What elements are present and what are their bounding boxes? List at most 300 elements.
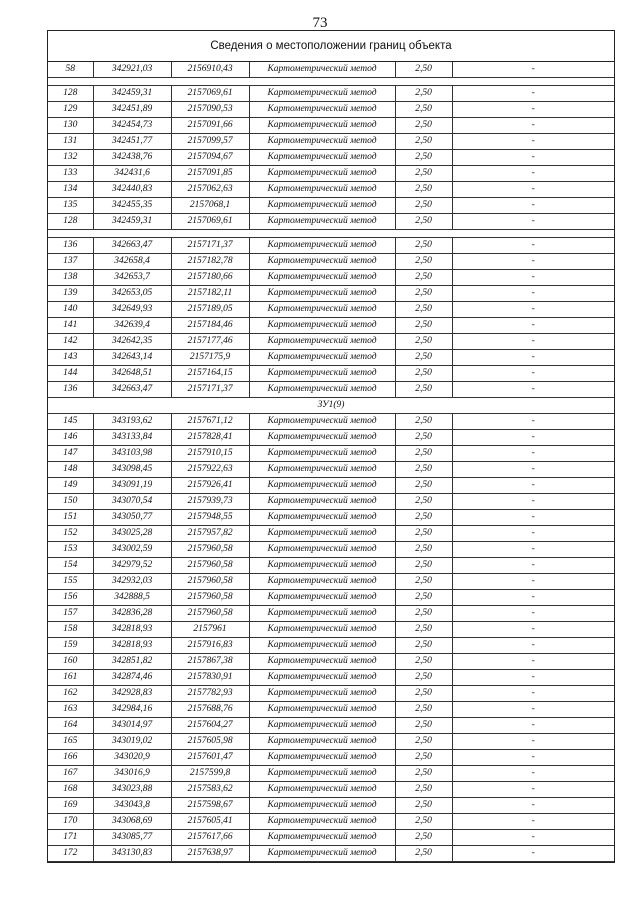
description-cell: - (452, 182, 614, 198)
y-coordinate: 2157961 (171, 622, 249, 638)
method-cell: Картометрический метод (249, 446, 395, 462)
accuracy-cell: 2,50 (395, 494, 452, 510)
point-number: 148 (48, 462, 93, 478)
description-cell: - (452, 734, 614, 750)
point-number: 161 (48, 670, 93, 686)
coordinates-table (48, 62, 614, 862)
description-cell: - (452, 430, 614, 446)
x-coordinate: 343103,98 (93, 446, 171, 462)
accuracy-cell: 2,50 (395, 382, 452, 398)
accuracy-cell: 2,50 (395, 182, 452, 198)
section-header-row (48, 398, 614, 414)
x-coordinate: 342932,03 (93, 574, 171, 590)
table-row (48, 62, 614, 78)
method-cell: Картометрический метод (249, 118, 395, 134)
table-row (48, 198, 614, 214)
accuracy-cell: 2,50 (395, 150, 452, 166)
description-cell: - (452, 286, 614, 302)
accuracy-cell: 2,50 (395, 574, 452, 590)
point-number: 136 (48, 382, 93, 398)
y-coordinate: 2157182,11 (171, 286, 249, 302)
table-row (48, 718, 614, 734)
table-row (48, 270, 614, 286)
table-row (48, 350, 614, 366)
method-cell: Картометрический метод (249, 254, 395, 270)
point-number: 128 (48, 214, 93, 230)
description-cell: - (452, 574, 614, 590)
description-cell: - (452, 686, 614, 702)
x-coordinate: 343068,69 (93, 814, 171, 830)
table-row (48, 606, 614, 622)
point-number: 149 (48, 478, 93, 494)
x-coordinate: 343193,62 (93, 414, 171, 430)
y-coordinate: 2157960,58 (171, 542, 249, 558)
y-coordinate: 2157617,66 (171, 830, 249, 846)
page-number: 73 (312, 15, 328, 31)
method-cell: Картометрический метод (249, 766, 395, 782)
method-cell: Картометрический метод (249, 286, 395, 302)
x-coordinate: 342653,7 (93, 270, 171, 286)
method-cell: Картометрический метод (249, 182, 395, 198)
description-cell: - (452, 798, 614, 814)
method-cell: Картометрический метод (249, 478, 395, 494)
table-row (48, 750, 614, 766)
description-cell: - (452, 150, 614, 166)
method-cell: Картометрический метод (249, 558, 395, 574)
accuracy-cell: 2,50 (395, 134, 452, 150)
accuracy-cell: 2,50 (395, 478, 452, 494)
description-cell: - (452, 254, 614, 270)
point-number: 138 (48, 270, 93, 286)
y-coordinate: 2157175,9 (171, 350, 249, 366)
y-coordinate: 2157828,41 (171, 430, 249, 446)
x-coordinate: 343070,54 (93, 494, 171, 510)
y-coordinate: 2157099,57 (171, 134, 249, 150)
table-row (48, 238, 614, 254)
accuracy-cell: 2,50 (395, 302, 452, 318)
point-number: 144 (48, 366, 93, 382)
table-row (48, 254, 614, 270)
x-coordinate: 342649,93 (93, 302, 171, 318)
point-number: 165 (48, 734, 93, 750)
x-coordinate: 342438,76 (93, 150, 171, 166)
accuracy-cell: 2,50 (395, 86, 452, 102)
y-coordinate: 2157948,55 (171, 510, 249, 526)
x-coordinate: 342440,83 (93, 182, 171, 198)
table-row (48, 494, 614, 510)
description-cell: - (452, 350, 614, 366)
x-coordinate: 343019,02 (93, 734, 171, 750)
description-cell: - (452, 382, 614, 398)
point-number: 140 (48, 302, 93, 318)
table-row (48, 574, 614, 590)
x-coordinate: 342921,03 (93, 62, 171, 78)
description-cell: - (452, 214, 614, 230)
accuracy-cell: 2,50 (395, 430, 452, 446)
table-row (48, 150, 614, 166)
point-number: 171 (48, 830, 93, 846)
x-coordinate: 343050,77 (93, 510, 171, 526)
point-number: 153 (48, 542, 93, 558)
point-number: 128 (48, 86, 93, 102)
x-coordinate: 342459,31 (93, 86, 171, 102)
method-cell: Картометрический метод (249, 670, 395, 686)
method-cell: Картометрический метод (249, 574, 395, 590)
point-number: 156 (48, 590, 93, 606)
method-cell: Картометрический метод (249, 350, 395, 366)
accuracy-cell: 2,50 (395, 654, 452, 670)
accuracy-cell: 2,50 (395, 798, 452, 814)
point-number: 172 (48, 846, 93, 862)
point-number: 167 (48, 766, 93, 782)
y-coordinate: 2157091,66 (171, 118, 249, 134)
table-row (48, 462, 614, 478)
x-coordinate: 342454,73 (93, 118, 171, 134)
table-row (48, 542, 614, 558)
y-coordinate: 2157605,98 (171, 734, 249, 750)
table-row (48, 334, 614, 350)
description-cell: - (452, 302, 614, 318)
point-number: 160 (48, 654, 93, 670)
method-cell: Картометрический метод (249, 150, 395, 166)
y-coordinate: 2157960,58 (171, 558, 249, 574)
method-cell: Картометрический метод (249, 494, 395, 510)
y-coordinate: 2157671,12 (171, 414, 249, 430)
table-row (48, 118, 614, 134)
x-coordinate: 342653,05 (93, 286, 171, 302)
y-coordinate: 2157830,91 (171, 670, 249, 686)
description-cell: - (452, 606, 614, 622)
table-row (48, 670, 614, 686)
accuracy-cell: 2,50 (395, 270, 452, 286)
table-row (48, 286, 614, 302)
method-cell: Картометрический метод (249, 606, 395, 622)
point-number: 154 (48, 558, 93, 574)
table-row (48, 782, 614, 798)
x-coordinate: 343098,45 (93, 462, 171, 478)
x-coordinate: 342928,83 (93, 686, 171, 702)
description-cell: - (452, 526, 614, 542)
table-row (48, 798, 614, 814)
description-cell: - (452, 558, 614, 574)
y-coordinate: 2157184,46 (171, 318, 249, 334)
x-coordinate: 343002,59 (93, 542, 171, 558)
point-number: 58 (48, 62, 93, 78)
y-coordinate: 2157094,67 (171, 150, 249, 166)
point-number: 155 (48, 574, 93, 590)
y-coordinate: 2157171,37 (171, 382, 249, 398)
x-coordinate: 342888,5 (93, 590, 171, 606)
group-separator (48, 230, 614, 238)
accuracy-cell: 2,50 (395, 702, 452, 718)
point-number: 159 (48, 638, 93, 654)
table-row (48, 654, 614, 670)
point-number: 132 (48, 150, 93, 166)
description-cell: - (452, 62, 614, 78)
x-coordinate: 343130,83 (93, 846, 171, 862)
description-cell: - (452, 542, 614, 558)
table-row (48, 590, 614, 606)
x-coordinate: 343014,97 (93, 718, 171, 734)
x-coordinate: 342639,4 (93, 318, 171, 334)
method-cell: Картометрический метод (249, 750, 395, 766)
accuracy-cell: 2,50 (395, 782, 452, 798)
description-cell: - (452, 750, 614, 766)
method-cell: Картометрический метод (249, 214, 395, 230)
point-number: 137 (48, 254, 93, 270)
y-coordinate: 2156910,43 (171, 62, 249, 78)
x-coordinate: 342663,47 (93, 238, 171, 254)
y-coordinate: 2157688,76 (171, 702, 249, 718)
accuracy-cell: 2,50 (395, 118, 452, 134)
method-cell: Картометрический метод (249, 622, 395, 638)
method-cell: Картометрический метод (249, 638, 395, 654)
accuracy-cell: 2,50 (395, 558, 452, 574)
y-coordinate: 2157916,83 (171, 638, 249, 654)
accuracy-cell: 2,50 (395, 846, 452, 862)
description-cell: - (452, 446, 614, 462)
description-cell: - (452, 782, 614, 798)
x-coordinate: 342663,47 (93, 382, 171, 398)
x-coordinate: 342658,4 (93, 254, 171, 270)
method-cell: Картометрический метод (249, 62, 395, 78)
x-coordinate: 343133,84 (93, 430, 171, 446)
accuracy-cell: 2,50 (395, 830, 452, 846)
method-cell: Картометрический метод (249, 102, 395, 118)
accuracy-cell: 2,50 (395, 286, 452, 302)
accuracy-cell: 2,50 (395, 254, 452, 270)
table-row (48, 214, 614, 230)
y-coordinate: 2157090,53 (171, 102, 249, 118)
coordinates-sheet (47, 30, 615, 863)
accuracy-cell: 2,50 (395, 766, 452, 782)
method-cell: Картометрический метод (249, 134, 395, 150)
accuracy-cell: 2,50 (395, 62, 452, 78)
table-row (48, 702, 614, 718)
point-number: 130 (48, 118, 93, 134)
section-label: ЗУ1(9) (48, 398, 614, 414)
x-coordinate: 342455,35 (93, 198, 171, 214)
method-cell: Картометрический метод (249, 366, 395, 382)
x-coordinate: 342451,77 (93, 134, 171, 150)
y-coordinate: 2157960,58 (171, 606, 249, 622)
x-coordinate: 342874,46 (93, 670, 171, 686)
point-number: 135 (48, 198, 93, 214)
y-coordinate: 2157182,78 (171, 254, 249, 270)
x-coordinate: 343085,77 (93, 830, 171, 846)
method-cell: Картометрический метод (249, 430, 395, 446)
y-coordinate: 2157583,62 (171, 782, 249, 798)
accuracy-cell: 2,50 (395, 198, 452, 214)
method-cell: Картометрический метод (249, 414, 395, 430)
y-coordinate: 2157069,61 (171, 86, 249, 102)
description-cell: - (452, 414, 614, 430)
y-coordinate: 2157091,85 (171, 166, 249, 182)
y-coordinate: 2157171,37 (171, 238, 249, 254)
accuracy-cell: 2,50 (395, 462, 452, 478)
accuracy-cell: 2,50 (395, 718, 452, 734)
y-coordinate: 2157605,41 (171, 814, 249, 830)
description-cell: - (452, 830, 614, 846)
table-row (48, 366, 614, 382)
table-row (48, 734, 614, 750)
y-coordinate: 2157069,61 (171, 214, 249, 230)
table-title: Сведения о местоположении границ объекта (48, 31, 614, 62)
accuracy-cell: 2,50 (395, 590, 452, 606)
point-number: 164 (48, 718, 93, 734)
accuracy-cell: 2,50 (395, 622, 452, 638)
table-row (48, 302, 614, 318)
method-cell: Картометрический метод (249, 798, 395, 814)
method-cell: Картометрический метод (249, 590, 395, 606)
method-cell: Картометрический метод (249, 238, 395, 254)
point-number: 168 (48, 782, 93, 798)
table-row (48, 318, 614, 334)
method-cell: Картометрический метод (249, 718, 395, 734)
accuracy-cell: 2,50 (395, 686, 452, 702)
description-cell: - (452, 622, 614, 638)
x-coordinate: 342459,31 (93, 214, 171, 230)
x-coordinate: 342836,28 (93, 606, 171, 622)
method-cell: Картометрический метод (249, 86, 395, 102)
point-number: 136 (48, 238, 93, 254)
method-cell: Картометрический метод (249, 318, 395, 334)
accuracy-cell: 2,50 (395, 214, 452, 230)
description-cell: - (452, 654, 614, 670)
y-coordinate: 2157068,1 (171, 198, 249, 214)
accuracy-cell: 2,50 (395, 510, 452, 526)
description-cell: - (452, 462, 614, 478)
method-cell: Картометрический метод (249, 166, 395, 182)
table-row (48, 830, 614, 846)
y-coordinate: 2157939,73 (171, 494, 249, 510)
y-coordinate: 2157189,05 (171, 302, 249, 318)
table-row (48, 86, 614, 102)
point-number: 131 (48, 134, 93, 150)
table-row (48, 102, 614, 118)
point-number: 151 (48, 510, 93, 526)
table-row (48, 478, 614, 494)
description-cell: - (452, 238, 614, 254)
x-coordinate: 342979,52 (93, 558, 171, 574)
y-coordinate: 2157599,8 (171, 766, 249, 782)
x-coordinate: 343020,9 (93, 750, 171, 766)
table-row (48, 134, 614, 150)
y-coordinate: 2157910,15 (171, 446, 249, 462)
accuracy-cell: 2,50 (395, 334, 452, 350)
description-cell: - (452, 718, 614, 734)
accuracy-cell: 2,50 (395, 446, 452, 462)
description-cell: - (452, 102, 614, 118)
x-coordinate: 342642,35 (93, 334, 171, 350)
table-row (48, 526, 614, 542)
method-cell: Картометрический метод (249, 814, 395, 830)
accuracy-cell: 2,50 (395, 238, 452, 254)
point-number: 152 (48, 526, 93, 542)
point-number: 147 (48, 446, 93, 462)
method-cell: Картометрический метод (249, 526, 395, 542)
method-cell: Картометрический метод (249, 686, 395, 702)
description-cell: - (452, 86, 614, 102)
point-number: 166 (48, 750, 93, 766)
separator-cell (48, 230, 614, 238)
point-number: 142 (48, 334, 93, 350)
description-cell: - (452, 638, 614, 654)
table-row (48, 166, 614, 182)
y-coordinate: 2157601,47 (171, 750, 249, 766)
description-cell: - (452, 334, 614, 350)
x-coordinate: 342648,51 (93, 366, 171, 382)
table-row (48, 414, 614, 430)
point-number: 146 (48, 430, 93, 446)
point-number: 129 (48, 102, 93, 118)
y-coordinate: 2157957,82 (171, 526, 249, 542)
accuracy-cell: 2,50 (395, 526, 452, 542)
y-coordinate: 2157604,27 (171, 718, 249, 734)
description-cell: - (452, 766, 614, 782)
table-row (48, 558, 614, 574)
point-number: 143 (48, 350, 93, 366)
x-coordinate: 342451,89 (93, 102, 171, 118)
y-coordinate: 2157638,97 (171, 846, 249, 862)
point-number: 169 (48, 798, 93, 814)
description-cell: - (452, 814, 614, 830)
table-row (48, 182, 614, 198)
method-cell: Картометрический метод (249, 462, 395, 478)
description-cell: - (452, 198, 614, 214)
accuracy-cell: 2,50 (395, 814, 452, 830)
separator-cell (48, 78, 614, 86)
description-cell: - (452, 670, 614, 686)
description-cell: - (452, 590, 614, 606)
method-cell: Картометрический метод (249, 510, 395, 526)
point-number: 163 (48, 702, 93, 718)
table-row (48, 814, 614, 830)
point-number: 158 (48, 622, 93, 638)
point-number: 157 (48, 606, 93, 622)
description-cell: - (452, 478, 614, 494)
accuracy-cell: 2,50 (395, 670, 452, 686)
accuracy-cell: 2,50 (395, 166, 452, 182)
point-number: 134 (48, 182, 93, 198)
x-coordinate: 342851,82 (93, 654, 171, 670)
accuracy-cell: 2,50 (395, 734, 452, 750)
accuracy-cell: 2,50 (395, 750, 452, 766)
table-row (48, 446, 614, 462)
description-cell: - (452, 846, 614, 862)
method-cell: Картометрический метод (249, 270, 395, 286)
x-coordinate: 343023,88 (93, 782, 171, 798)
y-coordinate: 2157960,58 (171, 574, 249, 590)
accuracy-cell: 2,50 (395, 606, 452, 622)
x-coordinate: 343025,28 (93, 526, 171, 542)
table-row (48, 686, 614, 702)
method-cell: Картометрический метод (249, 782, 395, 798)
y-coordinate: 2157782,93 (171, 686, 249, 702)
method-cell: Картометрический метод (249, 198, 395, 214)
table-row (48, 638, 614, 654)
table-row (48, 622, 614, 638)
description-cell: - (452, 510, 614, 526)
y-coordinate: 2157180,66 (171, 270, 249, 286)
description-cell: - (452, 166, 614, 182)
x-coordinate: 343016,9 (93, 766, 171, 782)
description-cell: - (452, 270, 614, 286)
x-coordinate: 342643,14 (93, 350, 171, 366)
method-cell: Картометрический метод (249, 830, 395, 846)
point-number: 150 (48, 494, 93, 510)
table-row (48, 846, 614, 862)
